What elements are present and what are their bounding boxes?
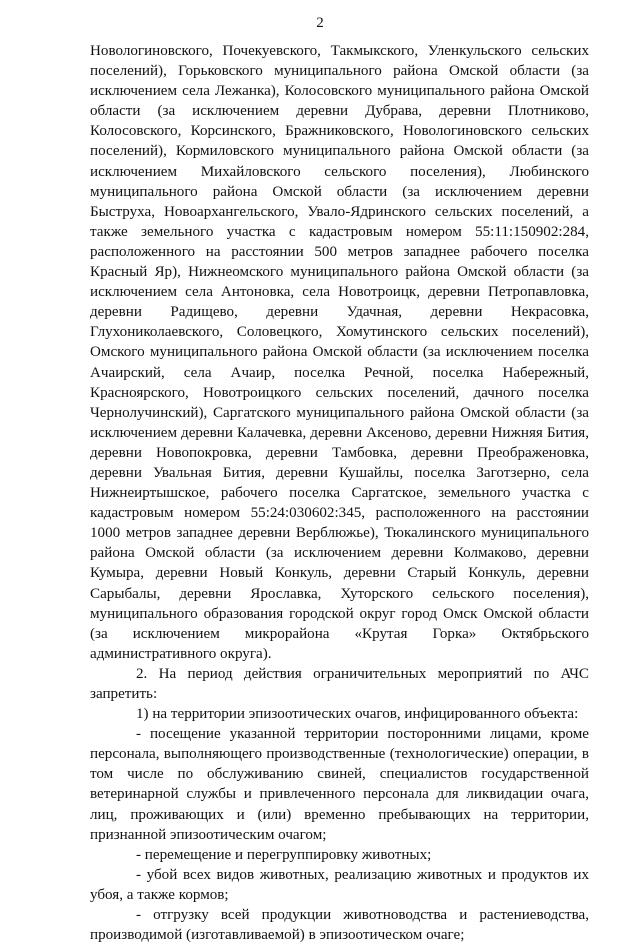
paragraph-subitem-1: 1) на территории эпизоотических очагов, инфицированного объекта: xyxy=(136,706,579,723)
paragraph-dash-movement: - перемещение и перегруппировку животных; xyxy=(136,846,432,863)
document-body xyxy=(90,41,589,945)
paragraph-dash-slaughter: - убой всех видов животных, реализацию животных и продуктов их убоя, а также кормов; xyxy=(90,866,589,903)
paragraph-item-2: 2. На период действия ограничительных мероприятий по АЧС запретить: xyxy=(90,665,589,702)
page-number: 2 xyxy=(316,15,324,31)
paragraph-dash-visits: - посещение указанной территории посторонними лицами, кроме персонала, выполняющего производственные (технологические) операции, в том числе по обслуживанию свиней, специалистов государственной ветеринарной службы и привлеченного персонала для ликвидации очага, лиц, проживающих и (или) временно пребывающих на территории, признанной эпизоотическим очагом; xyxy=(90,726,589,843)
paragraph-dash-shipment: - отгрузку всей продукции животноводства и растениеводства, производимой (изготавливаемой) в эпизоотическом очаге; xyxy=(90,907,589,944)
paragraph-territory-list: Новологиновского, Почекуевского, Такмыкского, Уленкульского сельских поселений), Горьковского муниципального района Омской области (за исключением села Лежанка), Колосовского муниципального района Омской области (за исключением деревни Дубрава, деревни Плотниково, Колосовского, Корсинского, Бражниковского, Новологиновского сельских поселений), Кормиловского муниципального района Омской области (за исключением Михайловского сельского поселения), Любинского муниципального района Омской области (за исключением деревни Быструха, Новоархангельского, Увало-Ядринского сельских поселений, а также земельного участка с кадастровым номером 55:11:150902:284, расположенного на расстоянии 500 метров западнее рабочего поселка Красный Яр), Нижнеомского муниципального района Омской области (за исключением села Антоновка, села Новотроицк, деревни Петропавловка, деревни Радищево, деревни Удачная, деревни Некрасовка, Глухониколаевского, Соловецкого, Хомутинского сельских поселений), Омского муниципального района Омской области (за исключением поселка Ачаирский, села Ачаир, поселка Речной, поселка Набережный, Красноярского, Новотроицкого сельских поселений, дачного поселка Чернолучинский), Саргатского муниципального района Омской области (за исключением деревни Калачевка, деревни Аксеново, деревни Нижняя Бития, деревни Новопокровка, деревни Тамбовка, деревни Преображеновка, деревни Увальная Бития, деревни Кушайлы, поселка Заготзерно, села Нижнеиртышское, рабочего поселка Саргатское, земельного участка с кадастровым номером 55:24:030602:345, расположенного на расстоянии 1000 метров западнее деревни Верблюжье), Тюкалинского муниципального района Омской области (за исключением деревни Колмаково, деревни Кумыра, деревни Новый Конкуль, деревни Старый Конкуль, деревни Сарыбалы, деревни Ярославка, Хуторского сельского поселения), муниципального образования городской округ город Омск Омской области (за исключением микрорайона «Крутая Горка» Октябрьского административного округа). xyxy=(90,43,589,662)
